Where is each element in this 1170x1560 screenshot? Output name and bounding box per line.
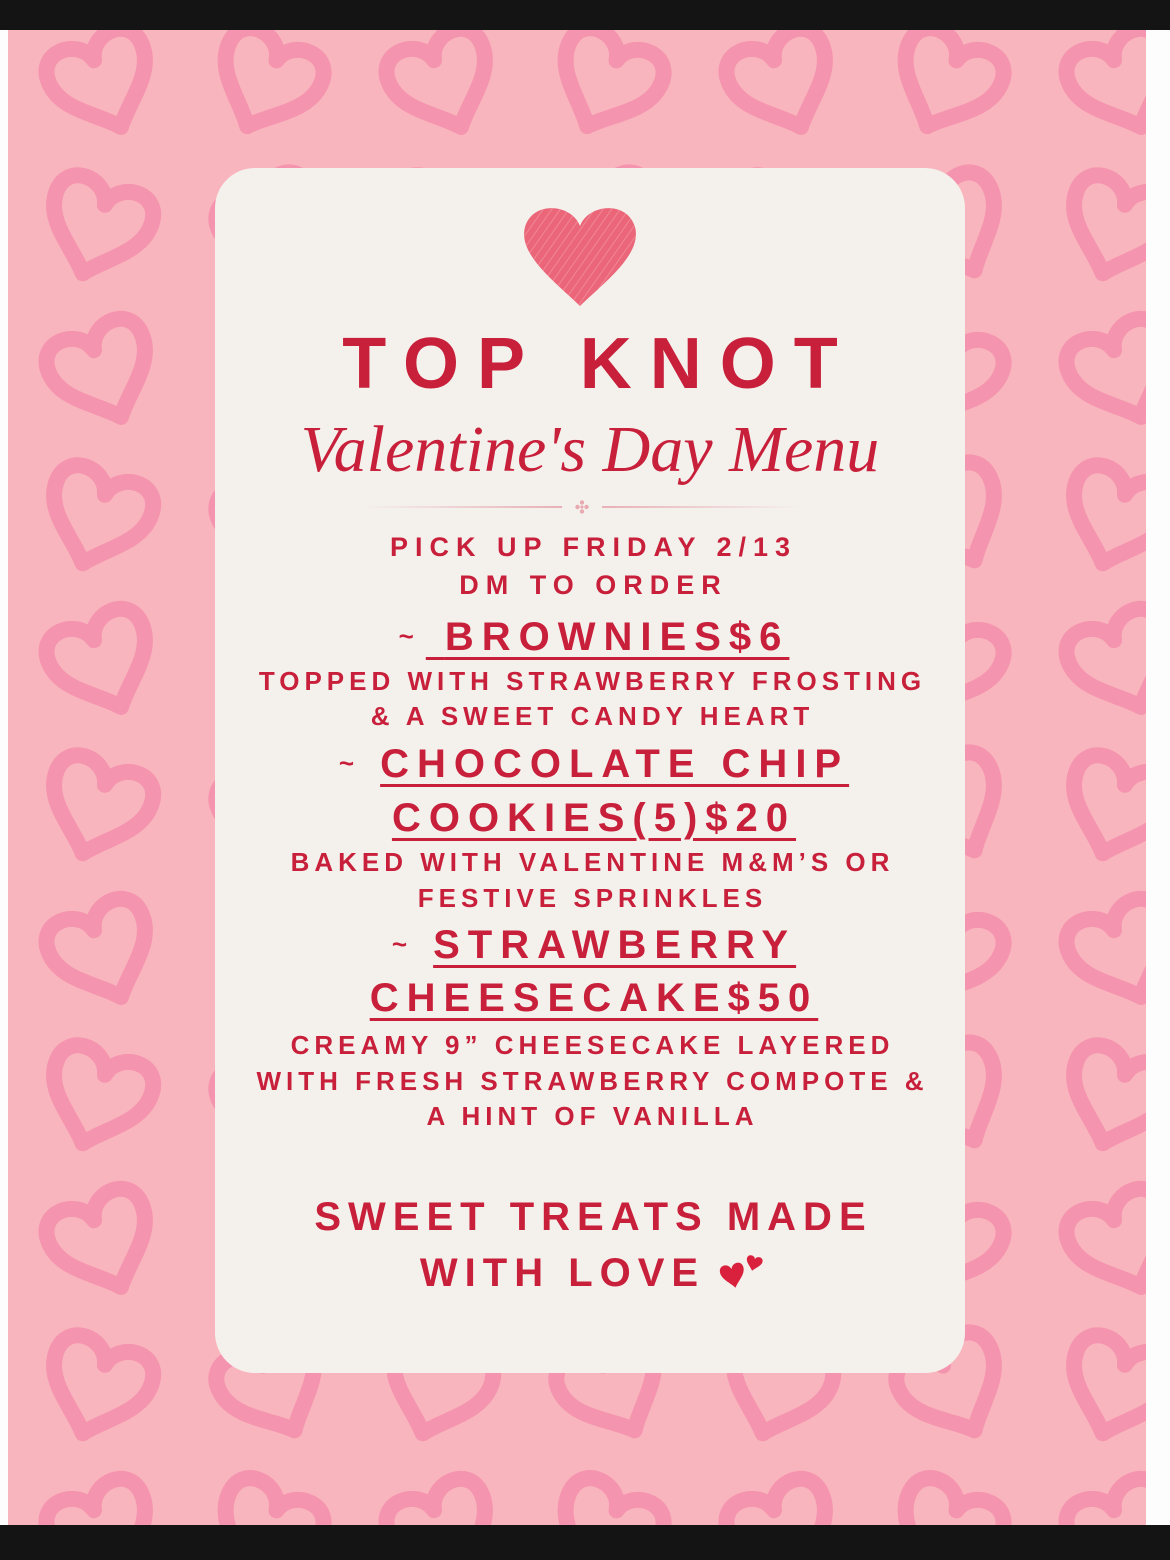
divider-rule-right — [602, 506, 802, 508]
item-description-line: FESTIVE SPRINKLES — [417, 883, 768, 913]
menu-item-cookies-title — [215, 743, 965, 784]
item-name-underlined — [426, 615, 790, 659]
item-name: STRAWBERRY — [433, 923, 797, 967]
item-name: CHOCOLATE CHIP — [380, 742, 850, 786]
menu-item-cookies-title-cont — [215, 798, 965, 838]
item-description-line: WITH FRESH STRAWBERRY COMPOTE & — [256, 1066, 929, 1096]
item-description-line: BAKED WITH VALENTINE M&M’S OR — [290, 847, 895, 877]
item-description-line: TOPPED WITH STRAWBERRY FROSTING — [258, 666, 927, 696]
tagline-line-with-icon — [215, 1252, 965, 1293]
tagline-text: WITH LOVE — [419, 1251, 706, 1295]
pickup-date: PICK UP FRIDAY 2/13 — [389, 532, 798, 562]
divider-rule-left — [362, 506, 562, 508]
menu-item-brownies-title — [215, 616, 965, 657]
item-prefix: ~ — [398, 621, 414, 651]
order-instructions: DM TO ORDER — [459, 570, 728, 600]
scribble-heart-icon — [515, 200, 645, 310]
fleuron-icon — [575, 500, 589, 514]
item-description-line: CREAMY 9” CHEESECAKE LAYERED — [290, 1030, 895, 1060]
two-hearts-icon — [719, 1252, 767, 1292]
menu-card — [215, 168, 965, 1373]
item-name: COOKIES(5)$20 — [391, 796, 797, 840]
item-prefix: ~ — [391, 929, 408, 959]
item-prefix: ~ — [338, 748, 355, 778]
tagline-line: SWEET TREATS MADE — [314, 1195, 873, 1239]
screen-bottom-bar — [0, 1525, 1170, 1560]
title-divider — [362, 500, 802, 514]
brand-title: TOP KNOT — [342, 324, 856, 404]
menu-item-cheesecake-title-cont — [215, 978, 965, 1018]
item-description-line: A HINT OF VANILLA — [426, 1101, 759, 1131]
menu-subtitle: Valentine's Day Menu — [300, 413, 880, 486]
item-description-line: & A SWEET CANDY HEART — [370, 701, 815, 731]
screen-top-bar — [0, 0, 1170, 30]
menu-item-cheesecake-title — [215, 924, 965, 965]
item-name: CHEESECAKE$50 — [369, 976, 819, 1020]
item-name: BROWNIES$6 — [444, 615, 790, 659]
